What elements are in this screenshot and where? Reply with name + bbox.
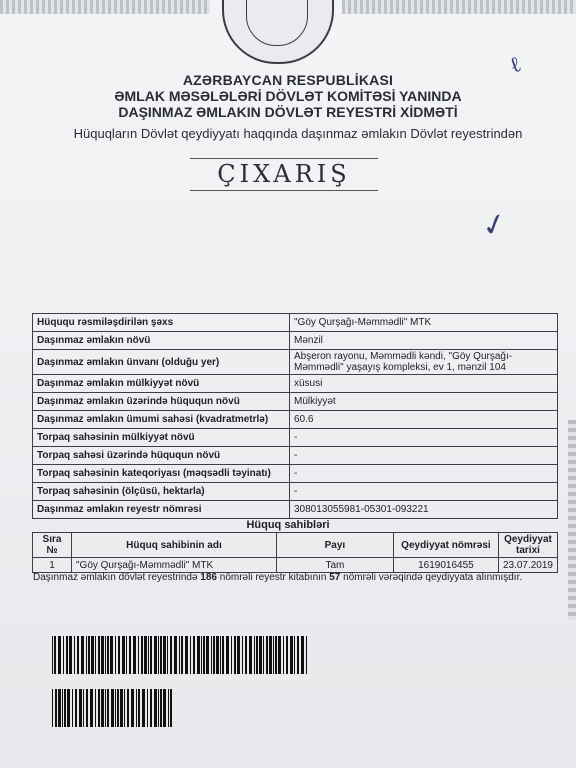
barcode-icon (52, 636, 310, 674)
row-label: Daşınmaz əmlakın reyestr nömrəsi (33, 501, 290, 519)
row-label: Hüququ rəsmiləşdirilən şəxs (33, 314, 290, 332)
col-header: Qeydiyyat nömrəsi (393, 533, 498, 558)
registration-number: 1619016455 (393, 558, 498, 573)
table-row (33, 447, 558, 465)
row-value: Mülkiyyət (290, 393, 558, 411)
book-number: 186 (200, 572, 217, 583)
registration-note (33, 572, 543, 584)
table-row (33, 558, 558, 573)
col-header: Payı (276, 533, 393, 558)
row-label: Daşınmaz əmlakın mülkiyyət növü (33, 375, 290, 393)
owner-name: "Göy Qurşağı-Məmmədli" MTK (71, 558, 276, 573)
row-label: Daşınmaz əmlakın üzərində hüququn növü (33, 393, 290, 411)
owners-title: Hüquq sahibləri (246, 519, 330, 531)
note-text: nömrəli vərəqində qeydiyyata alınmışdır. (340, 572, 523, 583)
owners-header-row (33, 533, 558, 558)
row-label: Daşınmaz əmlakın ünvanı (olduğu yer) (33, 350, 290, 375)
pen-checkmark-icon: ✓ (477, 205, 512, 246)
title-rule-top (190, 158, 378, 159)
header-line-3: DAŞINMAZ ƏMLAKIN DÖVLƏT REYESTRİ XİDMƏTİ (118, 104, 458, 120)
owners-table (32, 532, 558, 573)
row-value: 60.6 (290, 411, 558, 429)
table-row (33, 375, 558, 393)
table-row (33, 411, 558, 429)
page-number: 57 (329, 572, 341, 583)
registration-date: 23.07.2019 (498, 558, 557, 573)
col-header: Hüquq sahibinin adı (71, 533, 276, 558)
table-row (33, 429, 558, 447)
table-row (33, 483, 558, 501)
top-band-left (0, 0, 210, 14)
col-header: Sıra № (33, 533, 72, 558)
owner-share: Tam (276, 558, 393, 573)
row-value: 308013055981-05301-093221 (290, 501, 558, 519)
row-value: Abşeron rayonu, Məmmədli kəndi, "Göy Qurşağı-Məmmədli" yaşayış kompleksi, ev 1, mənzil 104 (290, 350, 558, 375)
note-text: Daşınmaz əmlakın dövlət reyestrində (33, 572, 201, 583)
header-line-4: Hüquqların Dövlət qeydiyyatı haqqında daşınmaz əmlakın Dövlət reyestrindən (73, 126, 523, 141)
table-row (33, 501, 558, 519)
row-value: "Göy Qurşağı-Məmmədli" MTK (290, 314, 558, 332)
table-row (33, 465, 558, 483)
top-band-right (342, 0, 576, 14)
title-rule-bottom (190, 190, 378, 191)
row-label: Daşınmaz əmlakın növü (33, 332, 290, 350)
page-edge (568, 420, 576, 620)
table-row (33, 350, 558, 375)
row-value: - (290, 483, 558, 501)
header-line-1: AZƏRBAYCAN RESPUBLİKASI (182, 72, 394, 88)
property-info-table (32, 313, 558, 519)
row-label: Torpaq sahəsi üzərində hüququn növü (33, 447, 290, 465)
row-value: - (290, 447, 558, 465)
state-emblem-icon (222, 0, 334, 64)
row-value: Mənzil (290, 332, 558, 350)
row-value: - (290, 429, 558, 447)
row-label: Torpaq sahəsinin kateqoriyası (məqsədli təyinatı) (33, 465, 290, 483)
table-row (33, 314, 558, 332)
row-label: Daşınmaz əmlakın ümumi sahəsi (kvadratmetrlə) (33, 411, 290, 429)
row-label: Torpaq sahəsinin (ölçüsü, hektarla) (33, 483, 290, 501)
table-row (33, 393, 558, 411)
row-label: Torpaq sahəsinin mülkiyyət növü (33, 429, 290, 447)
row-value: xüsusi (290, 375, 558, 393)
owner-index: 1 (33, 558, 72, 573)
barcode-icon (52, 689, 174, 727)
document-title: ÇIXARIŞ (217, 160, 351, 188)
col-header: Qeydiyyat tarixi (498, 533, 557, 558)
header-line-2: ƏMLAK MƏSƏLƏLƏRİ DÖVLƏT KOMİTƏSİ YANINDA (114, 88, 462, 104)
pen-mark-icon: ℓ (506, 51, 525, 80)
row-value: - (290, 465, 558, 483)
table-row (33, 332, 558, 350)
note-text: nömrəli reyestr kitabının (216, 572, 330, 583)
